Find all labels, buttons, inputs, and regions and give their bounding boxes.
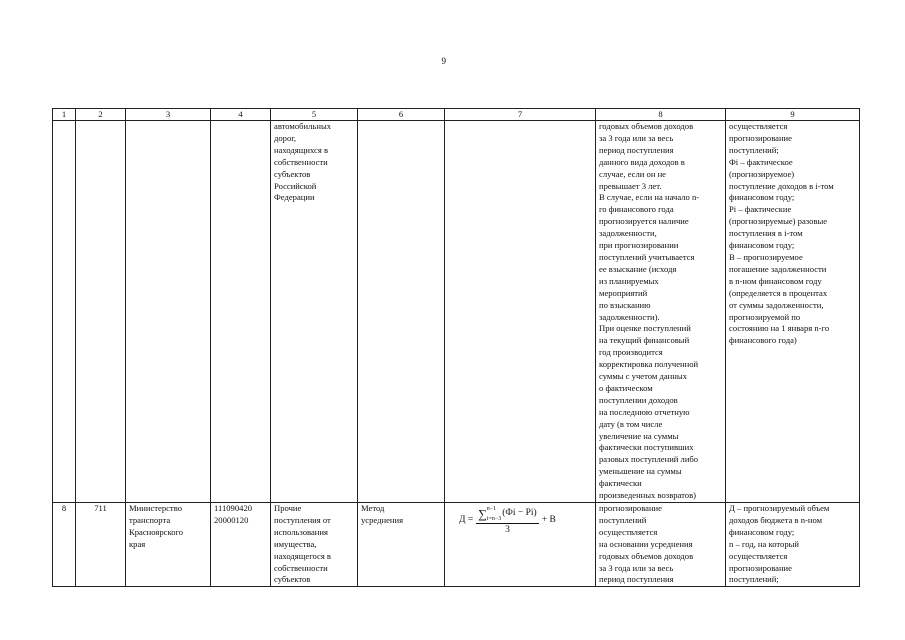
page-number: 9 [441, 56, 447, 66]
administrator-name-cell [126, 121, 211, 503]
sigma-symbol: ∑ [478, 507, 487, 521]
formula-cell [445, 503, 596, 587]
administrator-name-cell: Министерство транспорта Красноярского края [126, 503, 211, 587]
formula-cell [445, 121, 596, 503]
table-header-row [53, 109, 860, 121]
revenue-code-cell: 111090420 20000120 [211, 503, 271, 587]
indicator-description-cell: осуществляется прогнозирование поступлений; Фi – фактическое (прогнозируемое) поступление доходов в i-том финансовом году; Pi – фактические (прогнозируемые) разовые поступления в i-том финансовом году; В – прогнозируемое погашение задолженности в n-ном финансовом году (определяется в процентах от суммы задолженности, прогнозируемой по состоянию на 1 января n-го финансового года) [726, 121, 860, 503]
column-header-5: 5 [271, 109, 358, 121]
column-header-3: 3 [126, 109, 211, 121]
sum-lower-limit: i=n−3 [486, 516, 502, 522]
formula-denominator: 3 [505, 525, 510, 535]
formula-summand: (Фi − Pi) [502, 508, 537, 519]
formula-numerator [476, 506, 539, 524]
table-row [53, 121, 860, 503]
column-header-2: 2 [76, 109, 126, 121]
formula-fraction [476, 506, 539, 536]
indicator-description-cell: Д – прогнозируемый объем доходов бюджета в n-ном финансовом году; n – год, на который осуществляется прогнозирование поступлений; [726, 503, 860, 587]
formula-tail: + В [541, 515, 556, 525]
column-header-8: 8 [596, 109, 726, 121]
algorithm-cell: прогнозирование поступлений осуществляется на основании усреднения годовых объемов доходов за 3 года или за весь период поступления [596, 503, 726, 587]
revenue-name-cell: Прочие поступления от использования имущества, находящегося в собственности субъектов [271, 503, 358, 587]
revenue-code-cell [211, 121, 271, 503]
table-row [53, 503, 860, 587]
sum-upper-limit: n−1 [486, 506, 497, 512]
averaging-formula [459, 506, 556, 536]
method-cell [358, 121, 445, 503]
column-header-1: 1 [53, 109, 76, 121]
revenue-method-table [52, 108, 860, 587]
column-header-6: 6 [358, 109, 445, 121]
method-cell: Метод усреднения [358, 503, 445, 587]
column-header-7: 7 [445, 109, 596, 121]
sum-limits [487, 506, 501, 522]
formula-lhs: Д = [459, 515, 474, 525]
revenue-name-cell: автомобильных дорог, находящихся в собственности субъектов Российской Федерации [271, 121, 358, 503]
admin-code-cell: 711 [76, 503, 126, 587]
algorithm-cell: годовых объемов доходов за 3 года или за весь период поступления данного вида доходов в случае, если он не превышает 3 лет. В случае, если на начало n- го финансового года прогнозируется наличие задолженности, при прогнозировании поступлений учитывается ее взыскание (исходя из планируемых мероприятий по взысканию задолженности). При оценке поступлений на текущий финансовый год производится корректировка полученной суммы с учетом данных о фактическом поступлении доходов на последнюю отчетную дату (в том числе увеличение на суммы фактически поступивших разовых поступлений либо уменьшение на суммы фактически произведенных возвратов) [596, 121, 726, 503]
column-header-9: 9 [726, 109, 860, 121]
row-number-cell: 8 [53, 503, 76, 587]
row-number-cell [53, 121, 76, 503]
column-header-4: 4 [211, 109, 271, 121]
admin-code-cell [76, 121, 126, 503]
